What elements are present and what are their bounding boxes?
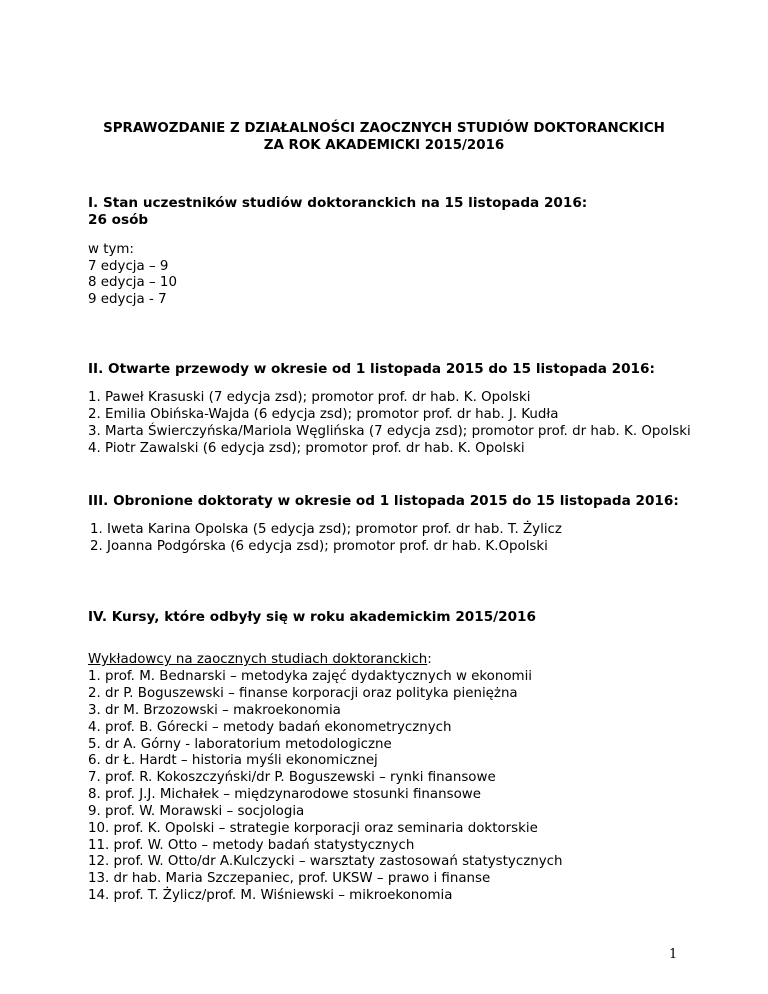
list-item: 8. prof. J.J. Michałek – międzynarodowe stosunki finansowe xyxy=(88,787,481,802)
list-item: 9 edycja - 7 xyxy=(88,292,167,307)
section-4-heading: IV. Kursy, które odbyły się w roku akademickim 2015/2016 xyxy=(88,609,536,625)
lecturers-label-line xyxy=(88,651,432,668)
list-item: 4. prof. B. Górecki – metody badań ekonometrycznych xyxy=(88,720,452,735)
list-item: 8 edycja – 10 xyxy=(88,275,177,290)
list-item: 3. Marta Świerczyńska/Mariola Węglińska (7 edycja zsd); promotor prof. dr hab. K. Opolski xyxy=(88,424,691,439)
list-item: 12. prof. W. Otto/dr A.Kulczycki – warsztaty zastosowań statystycznych xyxy=(88,854,563,869)
list-item: 11. prof. W. Otto – metody badań statystycznych xyxy=(88,838,415,853)
section-1-total: 26 osób xyxy=(88,212,149,228)
list-item: 9. prof. W. Morawski – socjologia xyxy=(88,804,305,819)
list-item: 6. dr Ł. Hardt – historia myśli ekonomicznej xyxy=(88,753,378,768)
list-item: 1. prof. M. Bednarski – metodyka zajęć dydaktycznych w ekonomii xyxy=(88,669,533,684)
list-item: 2. dr P. Boguszewski – finanse korporacji oraz polityka pieniężna xyxy=(88,686,518,701)
list-item: 3. dr M. Brzozowski – makroekonomia xyxy=(88,703,341,718)
lecturers-label-colon: : xyxy=(427,652,432,667)
list-item: 4. Piotr Zawalski (6 edycja zsd); promotor prof. dr hab. K. Opolski xyxy=(88,441,525,456)
section-3-heading: III. Obronione doktoraty w okresie od 1 listopada 2015 do 15 listopada 2016: xyxy=(88,493,679,509)
lecturers-label: Wykładowcy na zaocznych studiach doktoranckich xyxy=(88,652,428,667)
page-number: 1 xyxy=(669,947,678,962)
list-item: 7 edycja – 9 xyxy=(88,259,169,274)
section-2-heading: II. Otwarte przewody w okresie od 1 listopada 2015 do 15 listopada 2016: xyxy=(88,361,655,377)
list-item: 14. prof. T. Żylicz/prof. M. Wiśniewski – mikroekonomia xyxy=(88,888,453,903)
list-item: 7. prof. R. Kokoszczyński/dr P. Boguszewski – rynki finansowe xyxy=(88,770,496,785)
document-title-line-1: SPRAWOZDANIE Z DZIAŁALNOŚCI ZAOCZNYCH STUDIÓW DOKTORANCKICH xyxy=(103,121,665,136)
list-item: 10. prof. K. Opolski – strategie korporacji oraz seminaria doktorskie xyxy=(88,821,538,836)
list-item: 1. Paweł Krasuski (7 edycja zsd); promotor prof. dr hab. K. Opolski xyxy=(88,390,531,405)
section-1-intro: w tym: xyxy=(88,242,134,257)
list-item: 2. Joanna Podgórska (6 edycja zsd); promotor prof. dr hab. K.Opolski xyxy=(90,539,548,554)
document-title-line-2: ZA ROK AKADEMICKI 2015/2016 xyxy=(263,138,505,153)
list-item: 1. Iweta Karina Opolska (5 edycja zsd); promotor prof. dr hab. T. Żylicz xyxy=(90,522,562,537)
list-item: 13. dr hab. Maria Szczepaniec, prof. UKSW – prawo i finanse xyxy=(88,871,491,886)
section-1-heading: I. Stan uczestników studiów doktoranckich na 15 listopada 2016: xyxy=(88,195,588,211)
list-item: 2. Emilia Obińska-Wajda (6 edycja zsd); promotor prof. dr hab. J. Kudła xyxy=(88,407,559,422)
list-item: 5. dr A. Górny - laboratorium metodologiczne xyxy=(88,737,392,752)
